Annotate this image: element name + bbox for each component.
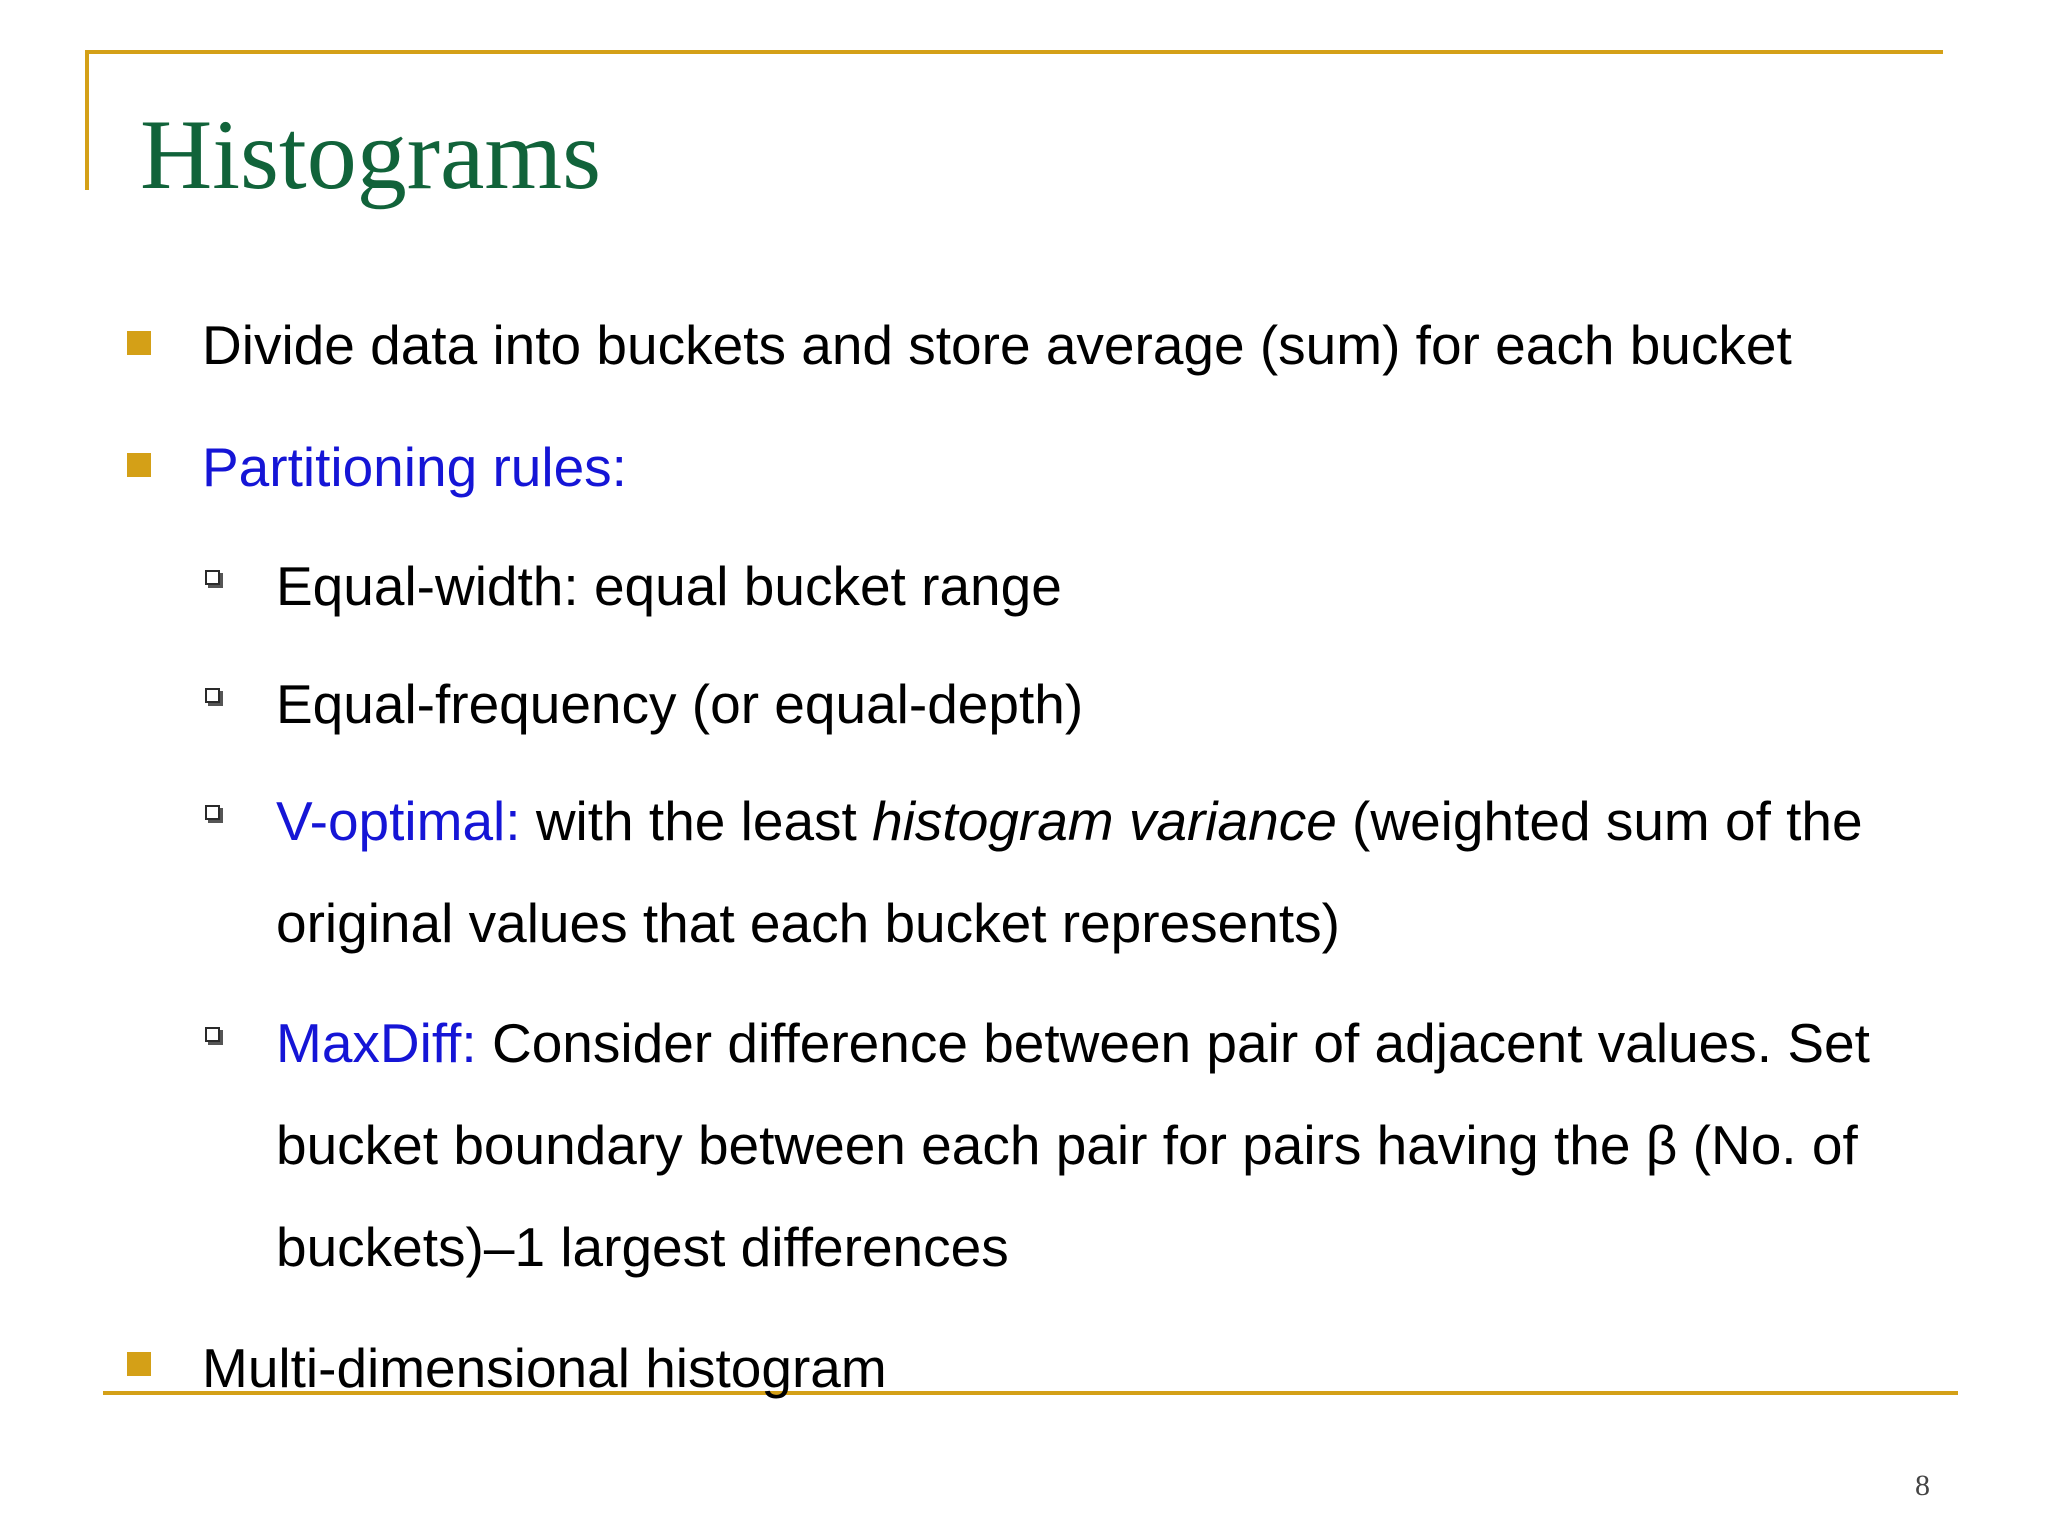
- bullet-multi-dimensional: Multi-dimensional histogram: [202, 1337, 887, 1399]
- v-optimal-text-before: with the least: [520, 790, 873, 852]
- v-optimal-label: V-optimal:: [276, 790, 521, 852]
- bullet-partitioning-rules: Partitioning rules:: [202, 436, 627, 498]
- sub-bullet-maxdiff: [276, 1010, 1870, 1076]
- sub-bullet-equal-frequency: Equal-frequency (or equal-depth): [276, 673, 1084, 735]
- square-bullet-icon: [127, 331, 151, 355]
- top-rule: [85, 50, 1943, 54]
- v-optimal-text-after: (weighted sum of the: [1336, 790, 1863, 852]
- left-rule: [85, 50, 89, 190]
- square-bullet-icon: [127, 1352, 151, 1376]
- maxdiff-label: MaxDiff:: [276, 1012, 477, 1074]
- maxdiff-continuation-1: bucket boundary between each pair for pairs having the β (No. of: [276, 1114, 1858, 1176]
- square-bullet-icon: [127, 453, 151, 477]
- hollow-square-bullet-icon: [205, 688, 220, 703]
- v-optimal-continuation: original values that each bucket represents): [276, 892, 1340, 954]
- page-number: 8: [1915, 1469, 1930, 1502]
- hollow-square-bullet-icon: [205, 805, 220, 820]
- v-optimal-emphasis: histogram variance: [872, 790, 1337, 852]
- hollow-square-bullet-icon: [205, 570, 220, 585]
- sub-bullet-v-optimal: [276, 788, 1863, 854]
- maxdiff-text: Consider difference between pair of adjacent values. Set: [476, 1012, 1870, 1074]
- bullet-divide-data: Divide data into buckets and store average (sum) for each bucket: [202, 314, 1792, 376]
- hollow-square-bullet-icon: [205, 1027, 220, 1042]
- slide-title: Histograms: [140, 99, 602, 210]
- sub-bullet-equal-width: Equal-width: equal bucket range: [276, 555, 1062, 617]
- maxdiff-continuation-2: buckets)–1 largest differences: [276, 1216, 1009, 1278]
